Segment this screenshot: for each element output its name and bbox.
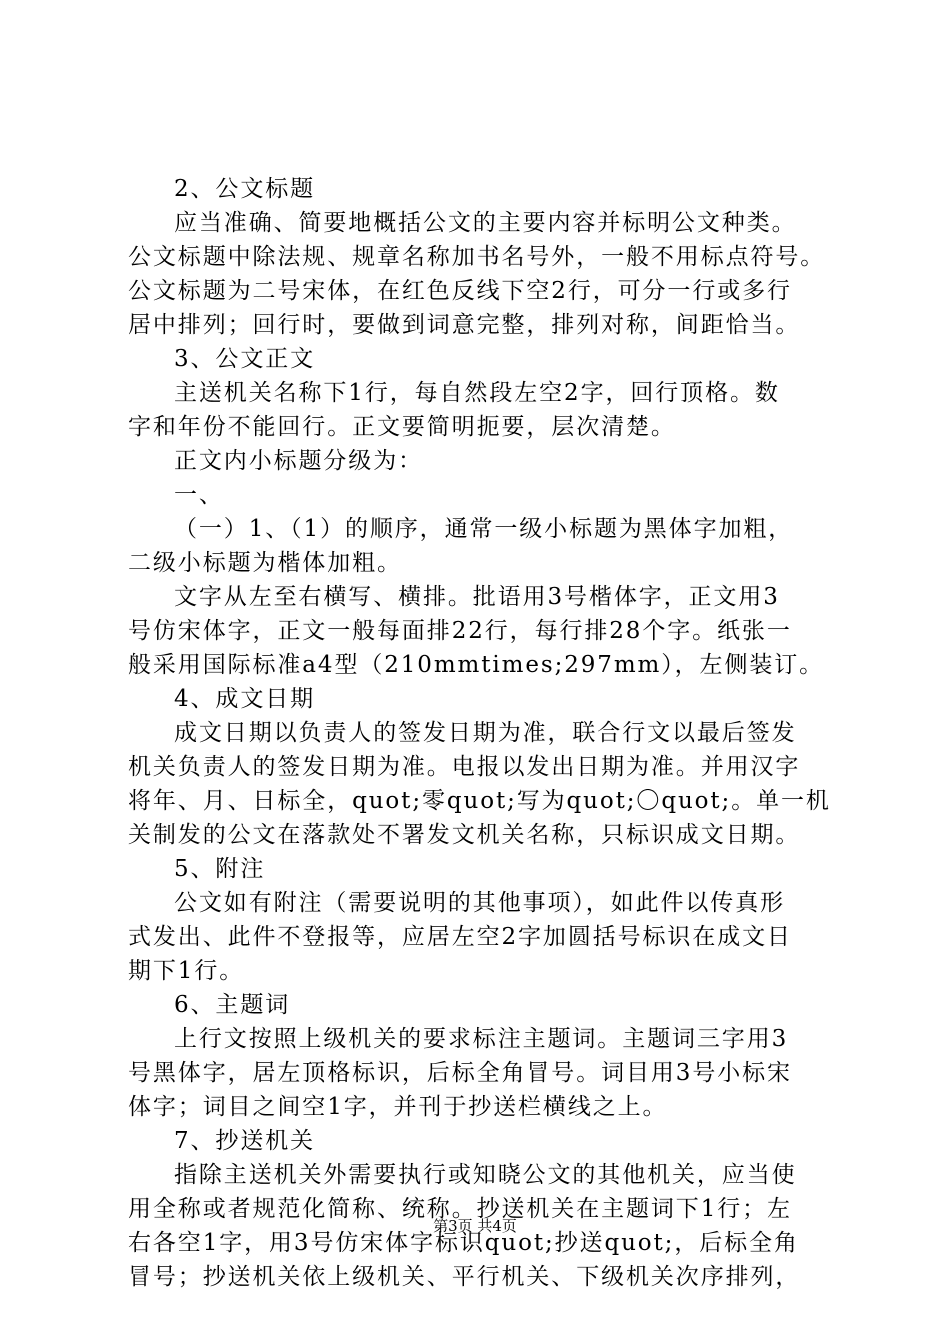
page-footer: 第3页 共4页 — [433, 1217, 517, 1235]
text-line: 上行文按照上级机关的要求标注主题词。主题词三字用3 — [174, 1026, 789, 1052]
document-body — [128, 172, 840, 1294]
text-line: 机关负责人的签发日期为准。电报以发出日期为准。并用汉字 — [128, 754, 801, 780]
text-line: 2、公文标题 — [174, 176, 316, 202]
text-line: 期下1行。 — [128, 958, 245, 984]
text-line: 指除主送机关外需要执行或知晓公文的其他机关，应当使 — [174, 1162, 797, 1188]
text-line: 号黑体字，居左顶格标识，后标全角冒号。词目用3号小标宋 — [128, 1060, 792, 1086]
text-line: 体字；词目之间空1字，并刊于抄送栏横线之上。 — [128, 1094, 668, 1120]
text-line: 居中排列；回行时，要做到词意完整，排列对称，间距恰当。 — [128, 312, 801, 338]
text-line: 成文日期以负责人的签发日期为准，联合行文以最后签发 — [174, 720, 797, 746]
text-line: 应当准确、简要地概括公文的主要内容并标明公文种类。 — [174, 210, 797, 236]
text-line: 3、公文正文 — [174, 346, 316, 372]
text-line: 文字从左至右横写、横排。批语用3号楷体字，正文用3 — [174, 584, 780, 610]
text-line: 公文如有附注（需要说明的其他事项），如此件以传真形 — [174, 890, 785, 916]
text-line: 5、附注 — [174, 856, 266, 882]
text-line: 字和年份不能回行。正文要简明扼要，层次清楚。 — [128, 414, 676, 440]
text-line: 公文标题中除法规、规章名称加书名号外，一般不用标点符号。 — [128, 244, 826, 270]
text-line: 公文标题为二号宋体，在红色反线下空2行，可分一行或多行 — [128, 278, 792, 304]
text-line: 一、 — [174, 482, 224, 508]
text-line: 6、主题词 — [174, 992, 291, 1018]
text-line: 号仿宋体字，正文一般每面排22行，每行排28个字。纸张一 — [128, 618, 792, 644]
text-line: 4、成文日期 — [174, 686, 316, 712]
text-line: 冒号；抄送机关依上级机关、平行机关、下级机关次序排列， — [128, 1264, 801, 1290]
text-line: 般采用国际标准a4型（210mmtimes;297mm），左侧装订。 — [128, 652, 825, 678]
text-line: 右各空1字，用3号仿宋体字标识quot;抄送quot;，后标全角 — [128, 1230, 799, 1256]
text-line: 7、抄送机关 — [174, 1128, 316, 1154]
text-line: 主送机关名称下1行，每自然段左空2字，回行顶格。数 — [174, 380, 780, 406]
text-line: 将年、月、日标全，quot;零quot;写为quot;〇quot;。单一机 — [128, 788, 831, 814]
text-line: 式发出、此件不登报等，应居左空2字加圆括号标识在成文日 — [128, 924, 792, 950]
text-line: 正文内小标题分级为： — [174, 448, 423, 474]
text-line: 用全称或者规范化简称、统称。抄送机关在主题词下1行；左 — [128, 1196, 792, 1222]
text-line: 关制发的公文在落款处不署发文机关名称，只标识成文日期。 — [128, 822, 801, 848]
text-line: 二级小标题为楷体加粗。 — [128, 550, 402, 576]
text-line: （一）1、（1）的顺序，通常一级小标题为黑体字加粗， — [174, 516, 794, 542]
